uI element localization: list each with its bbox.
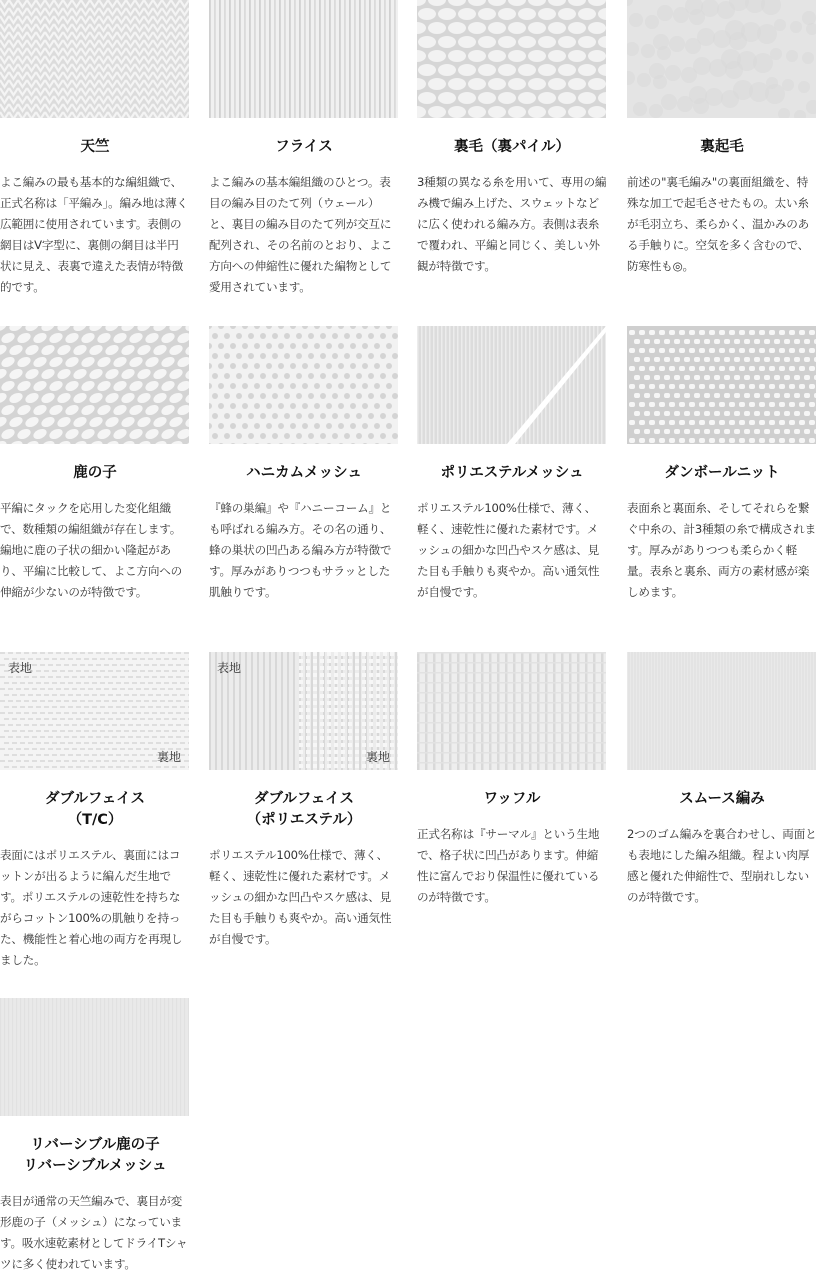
fabric-card-tenjiku	[0, 0, 190, 298]
fabric-title: 裏毛（裏パイル）	[454, 139, 570, 155]
fabric-card-double-poly	[209, 652, 399, 950]
fabric-card-cardboard	[627, 326, 816, 603]
fabric-texture	[417, 0, 606, 118]
fabric-card-double-tc	[0, 652, 190, 971]
fabric-description: 表面糸と裏面糸、そしてそれらを繋ぐ中糸の、計3種類の糸で構成されます。厚みがありつつも柔らかく軽量。表糸と裏糸、両方の素材感が楽しめます。	[627, 501, 816, 599]
face-side-label: 表地	[8, 661, 33, 675]
fabric-swatch	[209, 326, 398, 444]
fabric-swatch	[417, 326, 606, 444]
fabric-card-urake	[417, 0, 607, 277]
fabric-texture	[0, 326, 189, 444]
fabric-description: 表面にはポリエステル、裏面にはコットンが出るように編んだ生地です。ポリエステルの速乾性を持ちながらコットン100%の肌触りを持った、機能性と着心地の両方を再現しました。	[0, 848, 183, 967]
fabric-swatch	[0, 652, 189, 770]
fabric-title: ハニカムメッシュ	[246, 465, 362, 481]
fabric-swatch	[627, 0, 816, 118]
fabric-texture	[209, 0, 398, 118]
fabric-description: ポリエステル100%仕様で、薄く、軽く、速乾性に優れた素材です。メッシュの細かな凹凸やスケ感は、見た目も手触りも爽やか。高い通気性が自慢です。	[417, 501, 600, 599]
fabric-title: 天竺	[80, 139, 110, 155]
fabric-swatch	[209, 652, 398, 770]
fabric-description: 前述の"裏毛編み"の裏面組織を、特殊な加工で起毛させたもの。太い糸が毛羽立ち、柔らかく、温かみのある手触りに。空気を多く含むので、防寒性も◎。	[627, 175, 810, 273]
fabric-description: 平編にタックを応用した変化組織で、数種類の編組織が存在します。編地に鹿の子状の細かい隆起があり、平編に比較して、よこ方向への伸縮が少ないのが特徴です。	[0, 501, 183, 599]
fabric-card-poly-mesh	[417, 326, 607, 603]
fabric-card-urakimou	[627, 0, 816, 277]
back-side-label: 裏地	[365, 750, 390, 764]
fabric-description: 『蜂の巣編』や『ハニーコーム』とも呼ばれる編み方。その名の通り、蜂の巣状の凹凸ある編み方が特徴です。厚みがありつつもサラッとした肌触りです。	[209, 501, 392, 599]
fabric-texture	[417, 326, 606, 444]
fabric-title: リバーシブル鹿の子 リバーシブルメッシュ	[23, 1137, 167, 1174]
fabric-description: 2つのゴム編みを裏合わせし、両面とも表地にした編み組織。程よい肉厚感と優れた伸縮性で、型崩れしないのが特徴です。	[627, 827, 816, 904]
fabric-card-smooth	[627, 652, 816, 908]
fabric-title: ワッフル	[483, 791, 541, 807]
fabric-texture	[627, 326, 816, 444]
fabric-description: よこ編みの基本編組織のひとつ。表目の編み目のたて列（ウェール）と、裏目の編み目のたて列が交互に配列され、その名前のとおり、よこ方向への伸縮性に優れた編物として愛用されています。	[209, 175, 392, 294]
fabric-description: 3種類の異なる糸を用いて、専用の編み機で編み上げた、スウェットなどに広く使われる編み方。表側は表糸で覆われ、平編と同じく、美しい外観が特徴です。	[417, 175, 607, 273]
fabric-description: ポリエステル100%仕様で、薄く、軽く、速乾性に優れた素材です。メッシュの細かな凹凸やスケ感は、見た目も手触りも爽やか。高い通気性が自慢です。	[209, 848, 392, 946]
fabric-texture	[627, 652, 816, 770]
fabric-swatch	[627, 326, 816, 444]
fabric-card-reversible	[0, 998, 190, 1275]
fabric-description: 表目が通常の天竺編みで、裏目が変形鹿の子（メッシュ）になっています。吸水速乾素材としてドライTシャツに多く使われています。	[0, 1194, 188, 1271]
fabric-title: フライス	[275, 139, 333, 155]
fabric-swatch	[417, 0, 606, 118]
fabric-description: よこ編みの最も基本的な編組織で、正式名称は「平編み」。編み地は薄く広範囲に使用されています。表側の網目はV字型に、裏側の網目は半円状に見え、表裏で違えた表情が特徴的です。	[0, 175, 188, 294]
face-side-label: 表地	[217, 661, 242, 675]
fabric-texture	[209, 326, 398, 444]
fabric-card-waffle	[417, 652, 607, 908]
fabric-texture	[417, 652, 606, 770]
fabric-texture	[627, 0, 816, 118]
fabric-title: ダブルフェイス （ポリエステル）	[246, 791, 362, 828]
fabric-title: ダブルフェイス （T/C）	[44, 791, 146, 828]
fabric-swatch	[0, 998, 189, 1116]
fabric-texture	[0, 0, 189, 118]
back-side-label: 裏地	[156, 750, 181, 764]
fabric-swatch	[627, 652, 816, 770]
fabric-swatch	[209, 0, 398, 118]
fabric-title: スムース編み	[679, 791, 765, 807]
fabric-title: ダンボールニット	[664, 465, 780, 481]
fabric-texture	[0, 998, 189, 1116]
fabric-card-kanoko	[0, 326, 190, 603]
fabric-swatch	[0, 0, 189, 118]
fabric-card-honeycomb	[209, 326, 399, 603]
fabric-title: 裏起毛	[700, 139, 744, 155]
fabric-swatch	[0, 326, 189, 444]
fabric-description: 正式名称は『サーマル』という生地で、格子状に凹凸があります。伸縮性に富んでおり保温性に優れているのが特徴です。	[417, 827, 600, 904]
fabric-title: ポリエステルメッシュ	[440, 465, 584, 481]
fabric-swatch	[417, 652, 606, 770]
fabric-card-fraise	[209, 0, 399, 298]
fabric-title: 鹿の子	[73, 465, 117, 481]
